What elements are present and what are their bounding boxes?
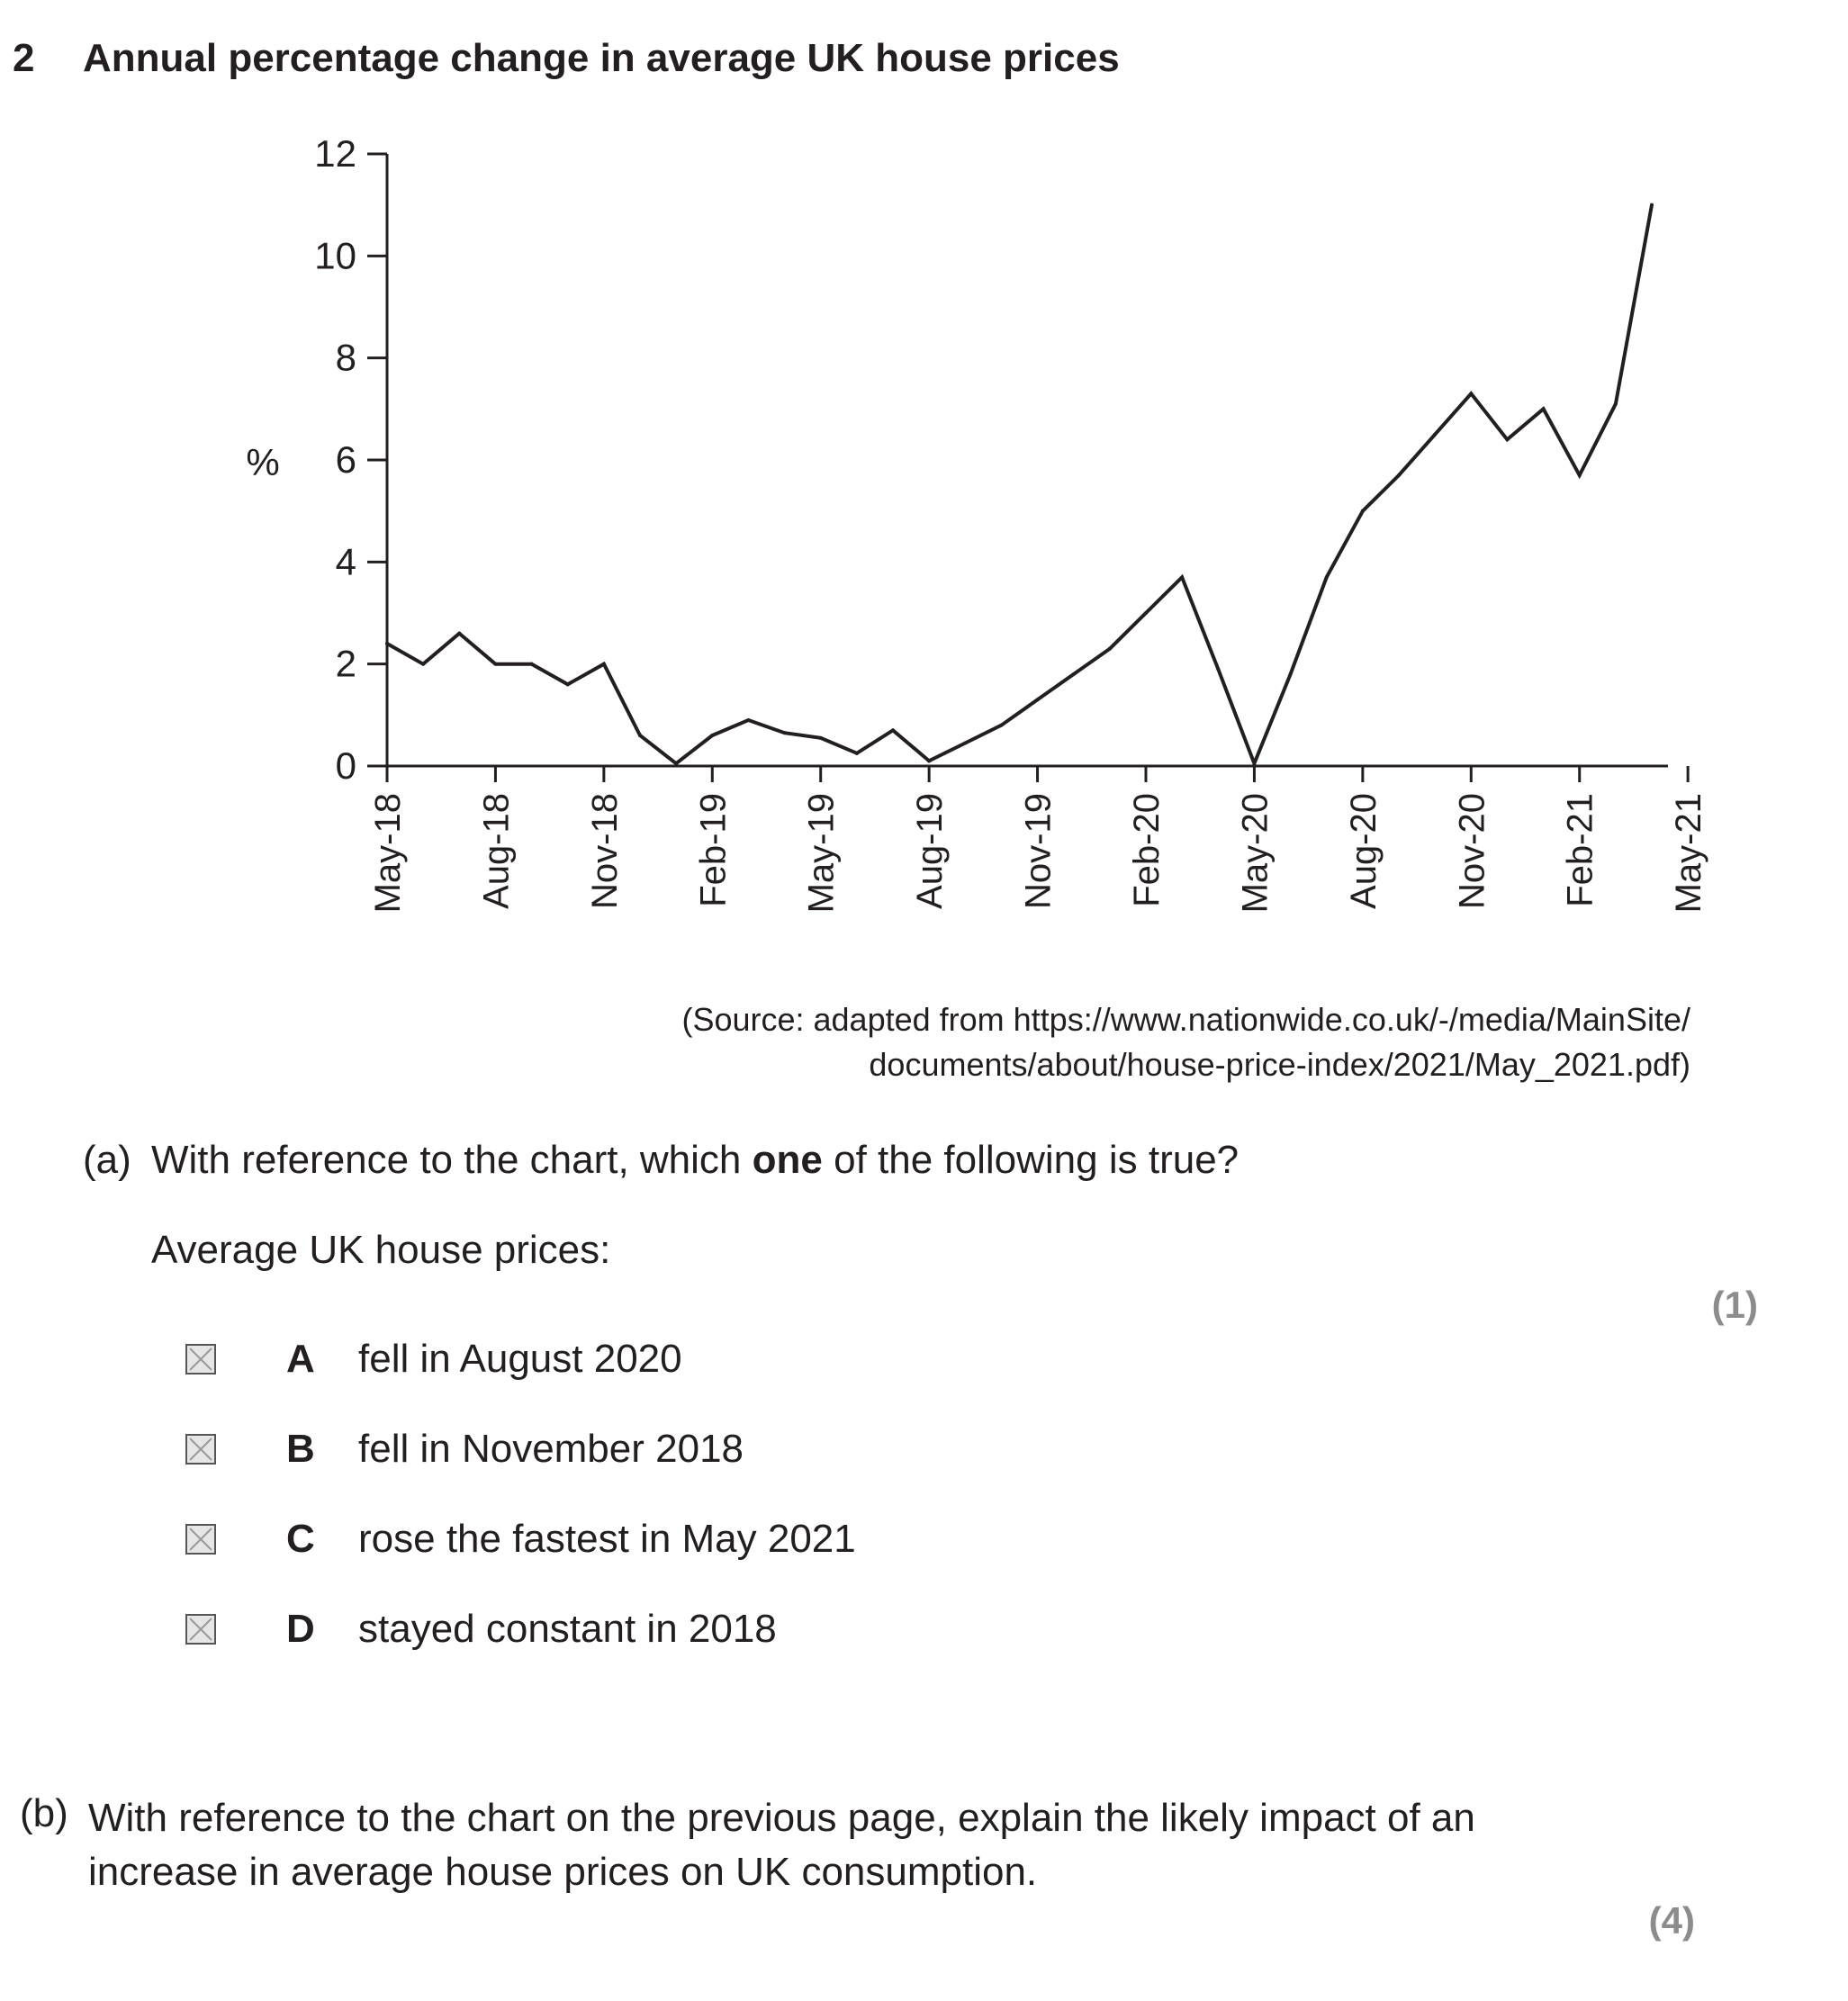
option-a-text: fell in August 2020 [358, 1337, 682, 1381]
x-tick-label: Aug-20 [1343, 793, 1384, 909]
option-c-letter: C [286, 1517, 315, 1561]
chart-series [385, 203, 1654, 766]
x-tick-label: Feb-21 [1560, 793, 1600, 907]
option-b-letter: B [286, 1427, 315, 1471]
chart-source-line2: documents/about/house-price-index/2021/May_2021.pdf) [869, 1046, 1690, 1083]
part-a-question-bold: one [752, 1138, 823, 1182]
x-tick-label: Aug-19 [910, 793, 951, 909]
x-tick-label: Feb-20 [1127, 793, 1167, 907]
data-point [891, 728, 895, 732]
data-point [999, 724, 1003, 727]
x-tick-label: Feb-19 [693, 793, 734, 907]
y-tick-label: 4 [335, 540, 356, 583]
x-tick-label: Nov-20 [1452, 793, 1492, 909]
option-c[interactable] [185, 1512, 856, 1566]
data-point [710, 734, 714, 737]
option-b-text: fell in November 2018 [358, 1427, 744, 1471]
data-point [566, 682, 570, 686]
option-a[interactable] [185, 1332, 682, 1386]
part-b-line2: increase in average house prices on UK consumption. [88, 1850, 1038, 1894]
data-point [1108, 647, 1112, 651]
option-d[interactable] [185, 1602, 777, 1656]
y-tick-label: 2 [335, 642, 356, 685]
data-point [530, 662, 534, 666]
data-point [927, 759, 931, 762]
data-point [1252, 762, 1256, 765]
data-point [746, 718, 750, 722]
x-tick-label: May-18 [368, 793, 408, 914]
option-d-text: stayed constant in 2018 [358, 1607, 777, 1651]
y-tick-label: 6 [335, 438, 356, 481]
data-point [1289, 672, 1293, 676]
part-a-label: (a) [83, 1138, 131, 1182]
data-point [783, 731, 787, 735]
cross-icon [187, 1616, 214, 1643]
data-point [1144, 611, 1148, 615]
y-tick-label: 0 [335, 744, 356, 787]
data-point [1505, 437, 1509, 441]
data-point [674, 762, 678, 765]
data-point [1180, 575, 1184, 579]
part-b-line1: With reference to the chart on the previous page, explain the likely impact of an [88, 1796, 1475, 1840]
option-a-checkbox[interactable] [185, 1344, 216, 1375]
option-b[interactable] [185, 1422, 744, 1476]
part-a-question [151, 1138, 1239, 1183]
data-point [602, 662, 606, 666]
data-point [1542, 407, 1546, 410]
x-axis [368, 766, 1708, 913]
x-tick-label: Nov-19 [1018, 793, 1059, 909]
data-point [1614, 402, 1618, 406]
x-tick-label: Aug-18 [476, 793, 517, 909]
part-b-question [88, 1791, 1475, 1899]
option-c-text: rose the fastest in May 2021 [358, 1517, 856, 1561]
data-point [385, 642, 389, 645]
line-chart [0, 0, 1848, 972]
cross-icon [187, 1346, 214, 1373]
data-point [1361, 509, 1365, 513]
chart-source [681, 997, 1690, 1087]
data-point [963, 742, 967, 745]
x-tick-label: Nov-18 [584, 793, 625, 909]
data-point [493, 662, 497, 666]
data-point [1325, 575, 1329, 579]
part-a-marks: (1) [1711, 1284, 1758, 1326]
option-c-checkbox[interactable] [185, 1524, 216, 1555]
y-tick-label: 12 [314, 132, 356, 175]
part-a-stem: Average UK house prices: [151, 1228, 611, 1272]
question-title: Annual percentage change in average UK house prices [83, 36, 1120, 80]
data-point [1650, 203, 1654, 207]
option-b-checkbox[interactable] [185, 1434, 216, 1465]
part-a-question-pre: With reference to the chart, which [151, 1138, 753, 1182]
y-tick-label: 10 [314, 234, 356, 277]
chart-source-line1: (Source: adapted from https://www.nationwide.co.uk/-/media/MainSite/ [681, 1001, 1690, 1038]
data-point [638, 734, 642, 737]
data-point [1072, 672, 1076, 676]
y-axis [246, 132, 387, 787]
data-point [1469, 392, 1473, 395]
x-tick-label: May-20 [1235, 793, 1276, 914]
y-tick-label: 8 [335, 336, 356, 379]
data-point [1216, 667, 1220, 671]
x-tick-label: May-21 [1669, 793, 1709, 914]
option-a-letter: A [286, 1337, 315, 1381]
option-d-letter: D [286, 1607, 315, 1651]
data-point [1397, 473, 1401, 477]
y-axis-label: % [246, 441, 280, 483]
option-d-checkbox[interactable] [185, 1614, 216, 1645]
data-point [855, 752, 859, 755]
x-tick-label: May-19 [801, 793, 842, 914]
question-number: 2 [13, 36, 35, 80]
part-b-label: (b) [20, 1791, 68, 1835]
data-point [457, 632, 461, 635]
cross-icon [187, 1436, 214, 1463]
part-a-question-post: of the following is true? [822, 1138, 1240, 1182]
data-point [1433, 433, 1437, 437]
part-b-marks: (4) [1648, 1899, 1695, 1942]
data-point [1036, 698, 1040, 701]
data-point [421, 662, 425, 666]
data-point [1578, 473, 1582, 477]
cross-icon [187, 1526, 214, 1553]
data-point [819, 736, 823, 740]
series-line [387, 205, 1652, 764]
